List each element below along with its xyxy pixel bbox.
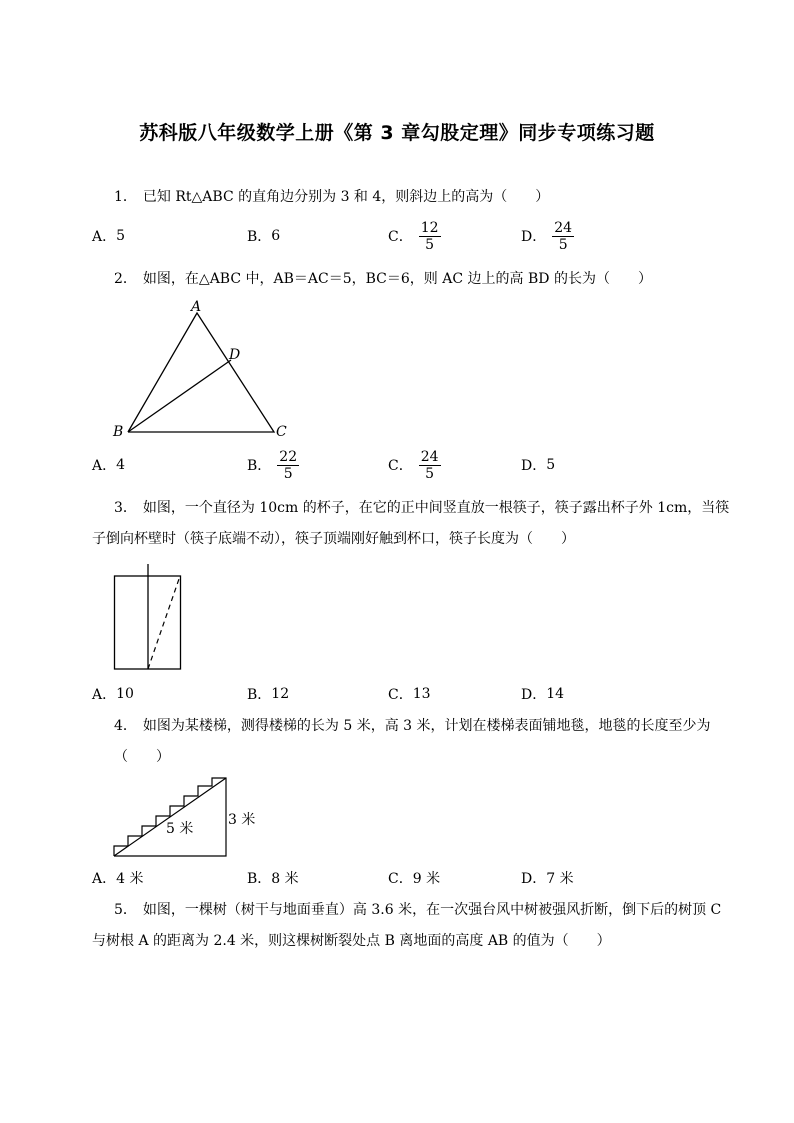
question-text-line-2: 与树根 A 的距离为 2.4 米，则这棵树断裂处点 B 离地面的高度 AB 的值为（ ） (92, 933, 611, 949)
question-text-line-1: 如图，一个直径为 10cm 的杯子，在它的正中间竖直放一根筷子，筷子露出杯子外 1cm，当筷 (142, 500, 730, 516)
question-2-options (92, 445, 732, 485)
option-label: C． (388, 458, 413, 474)
option-value: 5 (546, 457, 556, 473)
option-value: 6 (271, 228, 281, 244)
option-value: 7 米 (546, 871, 574, 887)
question-3 (114, 494, 730, 522)
fraction (419, 449, 441, 482)
option-label: A． (92, 458, 117, 474)
question-5 (114, 896, 722, 924)
option-a[interactable] (92, 445, 125, 485)
numerator: 12 (420, 219, 439, 236)
vertex-d-label: D (229, 347, 241, 363)
question-3-options (92, 674, 732, 714)
option-d[interactable] (521, 445, 555, 485)
option-label: B． (247, 871, 272, 887)
option-label: C． (388, 687, 413, 703)
option-d[interactable] (521, 216, 574, 256)
cup-figure (112, 563, 184, 673)
option-b[interactable] (247, 445, 299, 485)
option-value: 13 (412, 686, 431, 702)
question-3-continued (92, 525, 692, 553)
question-1 (114, 183, 714, 211)
vertex-a-label: A (191, 299, 202, 315)
staircase-figure (110, 774, 270, 860)
option-b[interactable] (247, 858, 299, 898)
option-value: 12 (271, 686, 290, 702)
option-label: D． (521, 871, 547, 887)
option-label: A． (92, 871, 117, 887)
fraction (552, 220, 574, 253)
vertex-b-label: B (113, 424, 124, 440)
question-4 (114, 712, 714, 740)
option-a[interactable] (92, 216, 125, 256)
option-c[interactable] (388, 445, 441, 485)
option-label: B． (247, 229, 272, 245)
option-label: C． (388, 229, 413, 245)
question-number: 3． (114, 500, 137, 516)
option-c[interactable] (388, 216, 441, 256)
option-b[interactable] (247, 216, 280, 256)
option-label: D． (521, 229, 547, 245)
option-label: A． (92, 687, 117, 703)
option-b[interactable] (247, 674, 289, 714)
page-title: 苏科版八年级数学上册《第 3 章勾股定理》同步专项练习题 (139, 122, 655, 144)
question-text-line-2: （ ） (114, 749, 170, 765)
option-c[interactable] (388, 674, 431, 714)
question-text: 如图，在△ABC 中，AB＝AC＝5，BC＝6，则 AC 边上的高 BD 的长为（ ） (142, 271, 652, 287)
triangle-abc (128, 313, 274, 432)
option-label: A． (92, 229, 117, 245)
hypotenuse-label: 5 米 (166, 821, 194, 837)
height-label: 3 米 (228, 812, 256, 828)
option-d[interactable] (521, 858, 574, 898)
option-value: 9 米 (412, 871, 441, 887)
question-2 (114, 265, 714, 293)
question-4-continued (114, 743, 714, 771)
denominator: 5 (425, 465, 435, 482)
fraction (419, 220, 441, 253)
option-value: 8 米 (271, 871, 299, 887)
question-text-line-1: 如图，一棵树（树干与地面垂直）高 3.6 米，在一次强台风中树被强风折断，倒下后的树顶 C (142, 902, 722, 918)
option-a[interactable] (92, 858, 143, 898)
option-c[interactable] (388, 858, 440, 898)
triangle-figure (108, 298, 298, 440)
question-text: 已知 Rt△ABC 的直角边分别为 3 和 4，则斜边上的高为（ ） (142, 189, 550, 205)
option-label: B． (247, 687, 272, 703)
numerator: 22 (279, 448, 298, 465)
stairs-hypotenuse (114, 778, 226, 856)
question-4-options (92, 858, 732, 898)
option-label: D． (521, 458, 547, 474)
question-5-continued (92, 927, 692, 955)
option-value: 5 (116, 228, 126, 244)
question-number: 4． (114, 718, 137, 734)
option-label: D． (521, 687, 547, 703)
altitude-bd (128, 360, 231, 432)
question-number: 2． (114, 271, 137, 287)
option-d[interactable] (521, 674, 564, 714)
denominator: 5 (558, 236, 568, 253)
denominator: 5 (283, 465, 293, 482)
numerator: 24 (554, 219, 573, 236)
fraction (277, 449, 299, 482)
denominator: 5 (425, 236, 435, 253)
question-text-line-1: 如图为某楼梯，测得楼梯的长为 5 米，高 3 米，计划在楼梯表面铺地毯，地毯的长度至少为 (142, 718, 711, 734)
option-value: 10 (116, 686, 134, 702)
option-value: 4 米 (116, 871, 144, 887)
option-label: C． (388, 871, 413, 887)
question-text-line-2: 子倒向杯壁时（筷子底端不动），筷子顶端刚好触到杯口，筷子长度为（ ） (92, 531, 575, 547)
numerator: 24 (420, 448, 439, 465)
option-a[interactable] (92, 674, 134, 714)
vertex-c-label: C (276, 424, 287, 440)
question-1-options (92, 216, 732, 256)
option-value: 4 (116, 457, 126, 473)
option-label: B． (247, 458, 272, 474)
option-value: 14 (546, 686, 565, 702)
chopstick-tilted (148, 576, 180, 669)
question-number: 5． (114, 902, 137, 918)
question-number: 1． (114, 189, 137, 205)
